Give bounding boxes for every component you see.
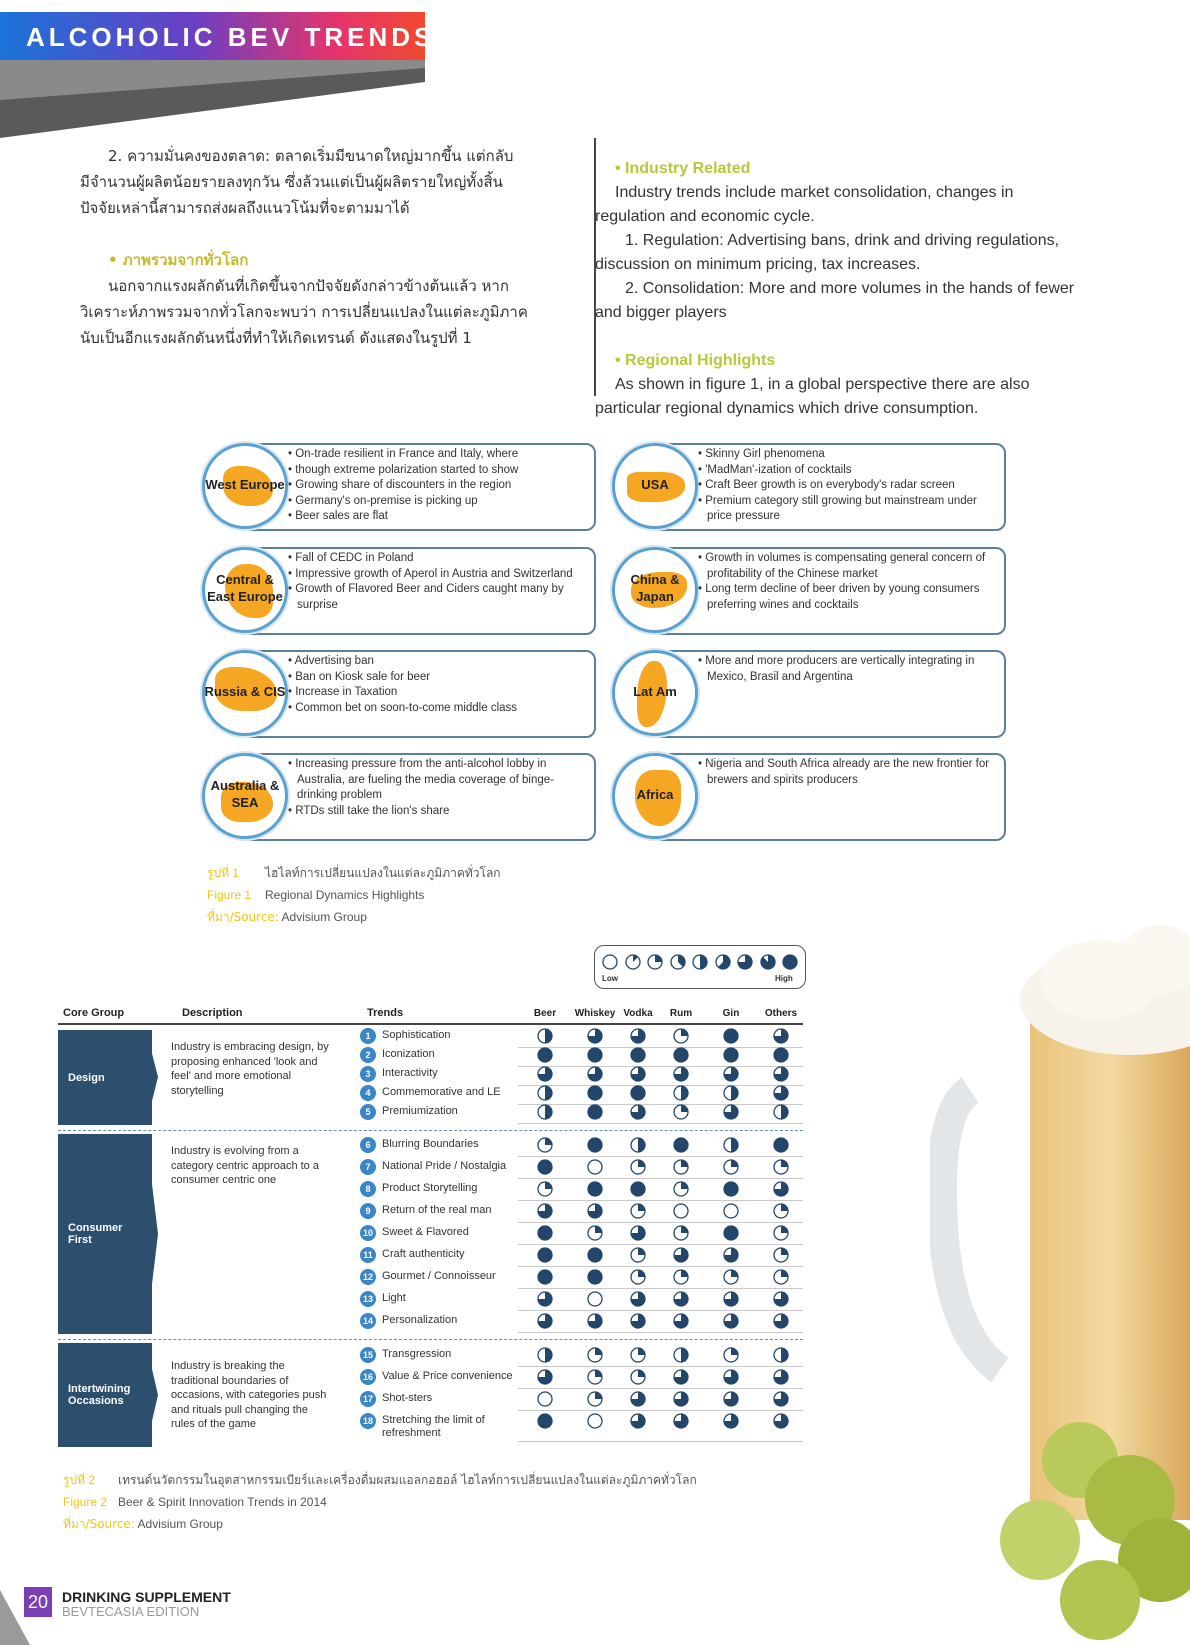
trend-number-badge: 7 [360, 1159, 376, 1175]
region-card-west-europe [202, 441, 597, 531]
footer-title: DRINKING SUPPLEMENT [62, 1589, 231, 1605]
legend-high-label: High [775, 974, 793, 983]
intensity-pie-whiskey [587, 1047, 603, 1063]
group-consumer-first: Consumer First [58, 1134, 152, 1334]
region-bullets [288, 757, 588, 819]
region-name: China & Japan [630, 572, 680, 604]
intensity-pie-rum [673, 1247, 689, 1263]
intensity-pie-vodka [630, 1159, 646, 1175]
right-column [595, 157, 1110, 421]
intensity-pie-others [773, 1104, 789, 1120]
legend-level-icon [625, 954, 641, 970]
intensity-pie-rum [673, 1181, 689, 1197]
intensity-pie-beer [537, 1028, 553, 1044]
figure-1-source-label: ที่มา/Source: [207, 910, 279, 924]
intensity-pie-gin [723, 1137, 739, 1153]
intensity-pie-beer [537, 1066, 553, 1082]
legend-level-icon [670, 954, 686, 970]
legend-level-icon [715, 954, 731, 970]
intensity-pie-vodka [630, 1347, 646, 1363]
row-rule [518, 1288, 803, 1289]
intensity-pie-others [773, 1137, 789, 1153]
intensity-pie-vodka [630, 1085, 646, 1101]
group-intertwining-description: Industry is breaking the traditional boundaries of occasions, with categories push and rituals pull changing the rules of the game [171, 1360, 327, 1430]
trend-row [358, 1368, 803, 1389]
intensity-pie-vodka [630, 1028, 646, 1044]
region-bullets [288, 551, 588, 613]
intensity-pie-beer [537, 1369, 553, 1385]
intensity-pie-others [773, 1391, 789, 1407]
trend-row [358, 1084, 803, 1105]
trend-row [358, 1346, 803, 1367]
intensity-pie-beer [537, 1291, 553, 1307]
trend-name: Commemorative and LE [382, 1086, 501, 1098]
intensity-pie-others [773, 1028, 789, 1044]
footer-subtitle: BEVTECASIA EDITION [62, 1604, 200, 1619]
region-bullets [698, 654, 998, 685]
header-trends: Trends [367, 1007, 404, 1019]
figure-1-text-th: ไฮไลท์การเปลี่ยนแปลงในแต่ละภูมิภาคทั่วโลก [265, 866, 501, 880]
group-arrows [146, 1030, 158, 1450]
intensity-pie-whiskey [587, 1369, 603, 1385]
intensity-pie-gin [723, 1269, 739, 1285]
trend-name: Gourmet / Connoisseur [382, 1270, 496, 1282]
intensity-pie-gin [723, 1225, 739, 1241]
intensity-pie-whiskey [587, 1313, 603, 1329]
row-rule [518, 1441, 803, 1442]
row-rule [518, 1266, 803, 1267]
figure-1-label-en: Figure 1 [207, 888, 252, 902]
intensity-pie-vodka [630, 1313, 646, 1329]
intensity-pie-gin [723, 1028, 739, 1044]
trend-name: Transgression [382, 1348, 452, 1360]
region-bullets [698, 447, 998, 525]
intensity-pie-gin [723, 1313, 739, 1329]
figure-1-source: Advisium Group [281, 910, 367, 924]
intensity-pie-beer [537, 1104, 553, 1120]
left-column [80, 143, 580, 351]
region-bullet: • Fall of CEDC in Poland [288, 551, 588, 567]
trend-name: Stretching the limit of refreshment [382, 1414, 485, 1439]
intensity-pie-rum [673, 1313, 689, 1329]
legend-level-icon [692, 954, 708, 970]
intensity-pie-others [773, 1291, 789, 1307]
intensity-pie-whiskey [587, 1028, 603, 1044]
region-bullet: • Advertising ban [288, 654, 588, 670]
region-bullet: • Growth in volumes is compensating general concern of profitability of the Chinese market [698, 551, 998, 582]
region-bullet: • Long term decline of beer driven by young consumers preferring wines and cocktails [698, 582, 998, 613]
left-para-2-line-2: วิเคราะห์ภาพรวมจากทั่วโลกจะพบว่า การเปลี่ยนแปลงในแต่ละภูมิภาค [80, 303, 528, 321]
trend-row [358, 1046, 803, 1067]
trend-name: Personalization [382, 1314, 458, 1326]
trend-number-badge: 3 [360, 1066, 376, 1082]
legend-level-icon [647, 954, 663, 970]
intensity-pie-rum [673, 1203, 689, 1219]
region-card-africa [612, 751, 1007, 841]
figure-2-source-label: ที่มา/Source: [63, 1517, 135, 1531]
trend-number-badge: 2 [360, 1047, 376, 1063]
region-bullet: • Impressive growth of Aperol in Austria and Switzerland [288, 567, 588, 583]
intensity-pie-gin [723, 1047, 739, 1063]
intensity-pie-beer [537, 1391, 553, 1407]
intensity-pie-others [773, 1313, 789, 1329]
intensity-pie-beer [537, 1203, 553, 1219]
right-line-5: 2. Consolidation: More and more volumes in the hands of fewer [625, 280, 1075, 297]
beer-mug-illustration [930, 900, 1190, 1645]
intensity-pie-rum [673, 1159, 689, 1175]
row-rule [518, 1244, 803, 1245]
intensity-pie-whiskey [587, 1181, 603, 1197]
trend-name: Craft authenticity [382, 1248, 465, 1260]
intensity-pie-rum [673, 1369, 689, 1385]
intensity-legend [594, 945, 806, 989]
trend-number-badge: 10 [360, 1225, 376, 1241]
trend-number-badge: 17 [360, 1391, 376, 1407]
trend-row [358, 1027, 803, 1048]
trend-name: Interactivity [382, 1067, 438, 1079]
right-line-8: particular regional dynamics which drive consumption. [595, 400, 979, 417]
row-rule [518, 1222, 803, 1223]
figure-2-label-th: รูปที่ 2 [63, 1473, 95, 1487]
trend-number-badge: 16 [360, 1369, 376, 1385]
intensity-pie-beer [537, 1085, 553, 1101]
region-bullet: • Increasing pressure from the anti-alcohol lobby in Australia, are fueling the media coverage of binge-drinking problem [288, 757, 588, 804]
region-name: USA [641, 476, 669, 492]
intensity-pie-vodka [630, 1369, 646, 1385]
intensity-pie-vodka [630, 1225, 646, 1241]
intensity-pie-beer [537, 1225, 553, 1241]
intensity-pie-rum [673, 1347, 689, 1363]
region-bullet: • though extreme polarization started to show [288, 463, 588, 479]
figure-1-caption [207, 862, 501, 928]
trend-row [358, 1390, 803, 1411]
right-line-6: and bigger players [595, 304, 727, 321]
trend-row [358, 1103, 803, 1124]
row-rule [518, 1310, 803, 1311]
intensity-pie-beer [537, 1181, 553, 1197]
intensity-pie-others [773, 1181, 789, 1197]
trend-row [358, 1412, 803, 1442]
row-rule [518, 1200, 803, 1201]
figure-1-label-th: รูปที่ 1 [207, 866, 239, 880]
trend-number-badge: 12 [360, 1269, 376, 1285]
page-section-title: ALCOHOLIC BEV TRENDS [26, 22, 436, 52]
intensity-pie-gin [723, 1085, 739, 1101]
intensity-pie-gin [723, 1247, 739, 1263]
trend-row [358, 1246, 803, 1267]
right-line-1: Industry trends include market consolidation, changes in [615, 184, 1014, 201]
intensity-pie-rum [673, 1047, 689, 1063]
row-rule [518, 1332, 803, 1333]
region-name: Africa [636, 786, 674, 802]
region-bullet: • Increase in Taxation [288, 685, 588, 701]
group-separator [58, 1339, 803, 1340]
intensity-pie-beer [537, 1313, 553, 1329]
region-name: Central & East Europe [207, 572, 283, 604]
legend-level-icon [737, 954, 753, 970]
trend-number-badge: 13 [360, 1291, 376, 1307]
right-line-7: As shown in figure 1, in a global perspective there are also [615, 376, 1030, 393]
trend-number-badge: 5 [360, 1104, 376, 1120]
intensity-pie-vodka [630, 1104, 646, 1120]
intensity-pie-gin [723, 1203, 739, 1219]
legend-low-label: Low [602, 974, 618, 983]
header-col-beer: Beer [533, 1008, 557, 1019]
intensity-pie-whiskey [587, 1159, 603, 1175]
left-para-2-line-3: นับเป็นอีกแรงผลักดันหนึ่งที่ทำให้เกิดเทรนด์ ดังแสดงในรูปที่ 1 [80, 329, 472, 347]
intensity-pie-others [773, 1159, 789, 1175]
group-intertwining-occasions: Intertwining Occasions [58, 1343, 152, 1447]
trend-row [358, 1268, 803, 1289]
trend-name: Iconization [382, 1048, 435, 1060]
region-bullet: • RTDs still take the lion's share [288, 804, 588, 820]
intensity-pie-beer [537, 1347, 553, 1363]
intensity-pie-whiskey [587, 1347, 603, 1363]
intensity-pie-beer [537, 1047, 553, 1063]
trend-name: National Pride / Nostalgia [382, 1160, 507, 1172]
intensity-pie-rum [673, 1225, 689, 1241]
trend-row [358, 1136, 803, 1157]
trend-number-badge: 9 [360, 1203, 376, 1219]
intensity-pie-rum [673, 1391, 689, 1407]
trend-name: Shot-sters [382, 1392, 433, 1404]
left-para-2-line-1: นอกจากแรงผลักดันที่เกิดขึ้นจากปัจจัยดังกล่าวข้างต้นแล้ว หาก [108, 277, 509, 295]
banner-shadow-shape [0, 60, 425, 138]
intensity-pie-others [773, 1203, 789, 1219]
intensity-pie-others [773, 1347, 789, 1363]
header-col-vodka: Vodka [623, 1008, 653, 1019]
trend-name: Value & Price convenience [382, 1370, 513, 1382]
region-bullet: • Growth of Flavored Beer and Ciders caught many by surprise [288, 582, 588, 613]
region-card-central-east-europe [202, 545, 597, 635]
region-card-usa [612, 441, 1007, 531]
trend-number-badge: 8 [360, 1181, 376, 1197]
trend-number-badge: 11 [360, 1247, 376, 1263]
intensity-pie-whiskey [587, 1391, 603, 1407]
intensity-pie-vodka [630, 1181, 646, 1197]
intensity-pie-others [773, 1047, 789, 1063]
intensity-pie-others [773, 1269, 789, 1285]
region-bullet: • Nigeria and South Africa already are the new frontier for brewers and spirits producers [698, 757, 998, 788]
region-bullet: • Common bet on soon-to-come middle class [288, 701, 588, 717]
region-bullet: • 'MadMan'-ization of cocktails [698, 463, 998, 479]
intensity-pie-beer [537, 1159, 553, 1175]
figure-2-text-en: Beer & Spirit Innovation Trends in 2014 [118, 1495, 327, 1509]
row-rule [518, 1178, 803, 1179]
trend-number-badge: 1 [360, 1028, 376, 1044]
intensity-pie-beer [537, 1247, 553, 1263]
trend-name: Return of the real man [382, 1204, 492, 1216]
intensity-pie-others [773, 1247, 789, 1263]
intensity-pie-vodka [630, 1137, 646, 1153]
intensity-pie-rum [673, 1291, 689, 1307]
intensity-pie-whiskey [587, 1066, 603, 1082]
region-bullets [698, 757, 998, 788]
region-bullet: • On-trade resilient in France and Italy, where [288, 447, 588, 463]
group-design: Design [58, 1030, 152, 1125]
row-rule [518, 1366, 803, 1367]
intensity-pie-rum [673, 1413, 689, 1429]
region-card-lat-am [612, 648, 1007, 738]
region-card-australia-sea [202, 751, 597, 841]
header-description: Description [182, 1007, 243, 1019]
group-design-description: Industry is embracing design, by proposing enhanced 'look and feel' and more emotional storytelling [171, 1041, 329, 1097]
figure-2-caption [63, 1469, 697, 1535]
left-para-1-line-2: มีจำนวนผู้ผลิตน้อยรายลงทุกวัน ซึ่งล้วนแต่เป็นผู้ผลิตรายใหญ่ทั้งสิ้น [80, 173, 503, 191]
header-col-others: Others [764, 1008, 798, 1019]
intensity-pie-vodka [630, 1203, 646, 1219]
header-rule [58, 1023, 803, 1025]
right-line-2: regulation and economic cycle. [595, 208, 815, 225]
row-rule [518, 1156, 803, 1157]
region-name: West Europe [205, 476, 285, 492]
intensity-pie-whiskey [587, 1413, 603, 1429]
trend-row [358, 1202, 803, 1223]
figure-2-label-en: Figure 2 [63, 1495, 108, 1509]
trend-number-badge: 14 [360, 1313, 376, 1329]
trend-name: Blurring Boundaries [382, 1138, 479, 1150]
trend-name: Sweet & Flavored [382, 1226, 469, 1238]
header-core-group: Core Group [63, 1007, 125, 1019]
region-bullets [698, 551, 998, 613]
legend-level-icon [782, 954, 798, 970]
intensity-pie-others [773, 1369, 789, 1385]
intensity-pie-gin [723, 1066, 739, 1082]
trend-row [358, 1158, 803, 1179]
intensity-pie-rum [673, 1104, 689, 1120]
intensity-pie-whiskey [587, 1225, 603, 1241]
trend-number-badge: 15 [360, 1347, 376, 1363]
intensity-pie-beer [537, 1413, 553, 1429]
row-rule [518, 1123, 803, 1124]
trend-number-badge: 4 [360, 1085, 376, 1101]
region-bullet: • Premium category still growing but mainstream under price pressure [698, 494, 998, 525]
region-bullet: • Beer sales are flat [288, 509, 588, 525]
region-name: Lat Am [633, 683, 677, 699]
region-bullets [288, 447, 588, 525]
intensity-pie-whiskey [587, 1203, 603, 1219]
header-col-gin: Gin [722, 1008, 740, 1019]
legend-level-icon [760, 954, 776, 970]
trend-row [358, 1065, 803, 1086]
intensity-pie-rum [673, 1066, 689, 1082]
intensity-pie-rum [673, 1028, 689, 1044]
trend-name: Sophistication [382, 1029, 451, 1041]
header-col-rum: Rum [669, 1008, 693, 1019]
row-rule [518, 1388, 803, 1389]
left-para-1-line-3: ปัจจัยเหล่านี้สามารถส่งผลถึงแนวโน้มที่จะตามมาได้ [80, 199, 410, 217]
trend-name: Premiumization [382, 1105, 458, 1117]
intensity-pie-vodka [630, 1291, 646, 1307]
intensity-pie-gin [723, 1291, 739, 1307]
figure-2-text-th: เทรนด์นวัตกรรมในอุตสาหกรรมเบียร์และเครื่องดื่มผสมแอลกอฮอล์ ไฮไลท์การเปลี่ยนแปลงในแต่ละภูมิภาคทั่วโลก [118, 1473, 697, 1487]
intensity-pie-gin [723, 1369, 739, 1385]
left-para-1-line-1: 2. ความมั่นคงของตลาด: ตลาดเริ่มมีขนาดใหญ่มากขึ้น แต่กลับ [108, 147, 514, 165]
trend-name: Light [382, 1292, 406, 1304]
intensity-pie-others [773, 1085, 789, 1101]
figure-2-source: Advisium Group [137, 1517, 223, 1531]
intensity-pie-vodka [630, 1247, 646, 1263]
intensity-pie-vodka [630, 1047, 646, 1063]
left-subheading: • ภาพรวมจากทั่วโลก [108, 251, 249, 269]
intensity-pie-vodka [630, 1391, 646, 1407]
legend-level-icon [602, 954, 618, 970]
intensity-pie-vodka [630, 1413, 646, 1429]
region-card-russia-cis [202, 648, 597, 738]
region-bullet: • Craft Beer growth is on everybody's radar screen [698, 478, 998, 494]
region-bullet: • More and more producers are vertically integrating in Mexico, Brasil and Argentina [698, 654, 998, 685]
intensity-pie-vodka [630, 1066, 646, 1082]
header-col-whiskey: Whiskey [574, 1008, 616, 1019]
intensity-pie-whiskey [587, 1085, 603, 1101]
intensity-pie-others [773, 1066, 789, 1082]
intensity-pie-gin [723, 1181, 739, 1197]
intensity-pie-whiskey [587, 1291, 603, 1307]
figure-1-text-en: Regional Dynamics Highlights [265, 888, 425, 902]
region-bullet: • Ban on Kiosk sale for beer [288, 670, 588, 686]
intensity-pie-gin [723, 1391, 739, 1407]
group-consumer-first-description: Industry is evolving from a category centric approach to a consumer centric one [171, 1145, 319, 1186]
intensity-pie-gin [723, 1104, 739, 1120]
intensity-pie-whiskey [587, 1104, 603, 1120]
region-name: Russia & CIS [204, 683, 286, 699]
trend-row [358, 1312, 803, 1333]
region-bullet: • Germany's on-premise is picking up [288, 494, 588, 510]
trend-row [358, 1180, 803, 1201]
region-bullets [288, 654, 588, 716]
page-number: 20 [24, 1587, 52, 1617]
intensity-pie-gin [723, 1159, 739, 1175]
trend-name: Product Storytelling [382, 1182, 478, 1194]
row-rule [518, 1410, 803, 1411]
industry-related-heading: • Industry Related [615, 160, 751, 177]
intensity-pie-vodka [630, 1269, 646, 1285]
intensity-pie-whiskey [587, 1247, 603, 1263]
regional-highlights-heading: • Regional Highlights [615, 352, 776, 369]
region-bullet: • Growing share of discounters in the region [288, 478, 588, 494]
region-card-china-japan [612, 545, 1007, 635]
intensity-pie-others [773, 1225, 789, 1241]
group-separator [58, 1130, 803, 1131]
intensity-pie-gin [723, 1347, 739, 1363]
right-line-4: discussion on minimum pricing, tax increases. [595, 256, 921, 273]
intensity-pie-gin [723, 1413, 739, 1429]
intensity-pie-whiskey [587, 1137, 603, 1153]
intensity-pie-rum [673, 1137, 689, 1153]
region-name: Australia & SEA [210, 778, 280, 810]
trend-row [358, 1224, 803, 1245]
intensity-pie-others [773, 1413, 789, 1429]
region-bullet: • Skinny Girl phenomena [698, 447, 998, 463]
trend-row [358, 1290, 803, 1311]
intensity-pie-whiskey [587, 1269, 603, 1285]
intensity-pie-beer [537, 1137, 553, 1153]
trend-number-badge: 18 [360, 1413, 376, 1429]
intensity-pie-beer [537, 1269, 553, 1285]
trend-number-badge: 6 [360, 1137, 376, 1153]
intensity-pie-rum [673, 1085, 689, 1101]
intensity-pie-rum [673, 1269, 689, 1285]
right-line-3: 1. Regulation: Advertising bans, drink and driving regulations, [625, 232, 1060, 249]
